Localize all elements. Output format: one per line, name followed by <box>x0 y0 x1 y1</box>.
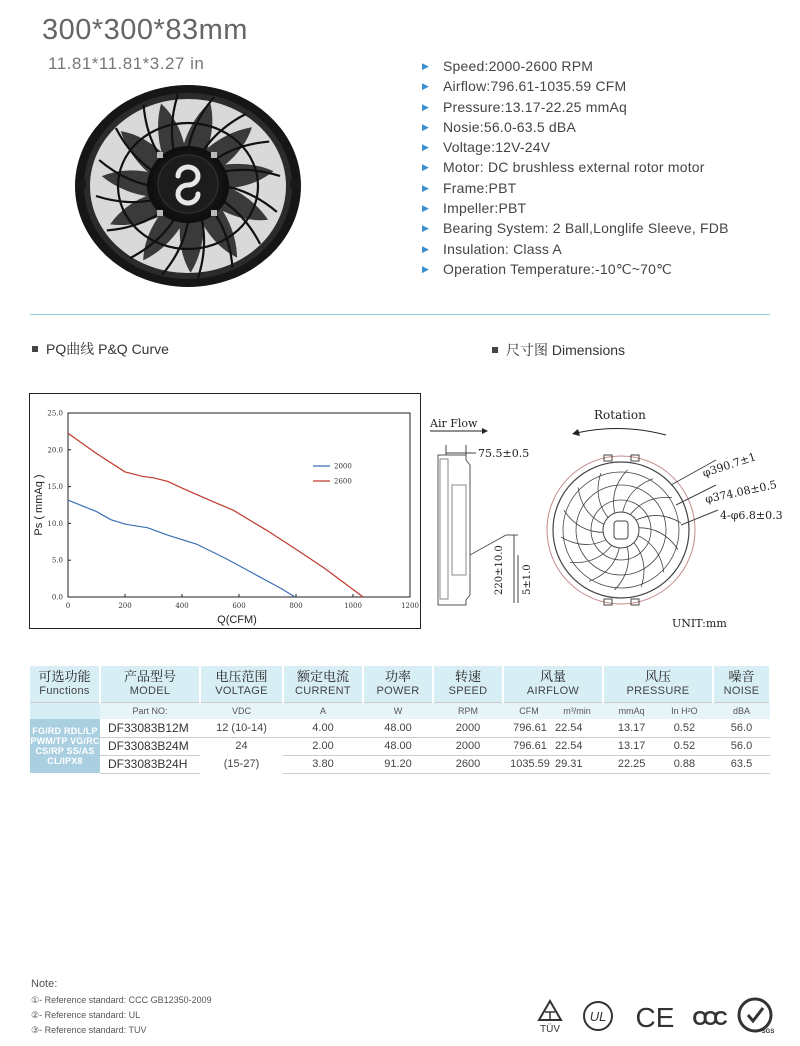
spec-list <box>420 56 790 279</box>
header-en: CURRENT <box>295 684 351 697</box>
spec-item <box>420 117 790 137</box>
y-tick-label: 15.0 <box>47 483 63 492</box>
section-divider <box>30 314 770 315</box>
dimension-drawing <box>426 395 800 635</box>
notes-title: Note: <box>31 978 58 990</box>
air-flow-label: Air Flow <box>430 417 478 430</box>
header-cn: 风量 <box>539 668 566 684</box>
table-row <box>30 737 770 755</box>
y-tick-label: 0.0 <box>51 593 63 602</box>
note-line-1: ①- Reference standard: CCC GB12350-2009 <box>31 995 212 1005</box>
current-cell: 4.00 <box>283 719 363 737</box>
outer-diameter-dim: φ390.7±1 <box>700 450 758 480</box>
unit-rpm: RPM <box>433 702 503 719</box>
fan-product-image <box>70 80 305 290</box>
bullet-icon: ▶ <box>422 243 430 254</box>
header-cn: 噪音 <box>728 668 755 684</box>
m3-value: 22.54 <box>555 721 583 734</box>
current-cell: 2.00 <box>283 737 363 755</box>
ccc-text: CCC <box>692 1008 724 1030</box>
spec-item <box>420 198 790 218</box>
x-tick-label: 800 <box>289 602 303 610</box>
ce-text: CE <box>635 1002 675 1033</box>
table-header-row <box>30 666 770 702</box>
spec-item <box>420 178 790 198</box>
header-en: POWER <box>376 684 420 697</box>
header-en: MODEL <box>129 684 171 697</box>
units-functions-cell <box>30 702 100 719</box>
spec-item <box>420 97 790 117</box>
mmaq-value: 13.17 <box>617 740 646 752</box>
mount-holes-dim: 4-φ6.8±0.3 <box>720 509 783 522</box>
ul-certification-icon <box>582 998 616 1036</box>
sgs-text: SGS <box>761 1029 775 1035</box>
pq-curve-heading <box>32 339 169 359</box>
y-tick-label: 5.0 <box>51 556 63 565</box>
header-cell <box>363 666 433 702</box>
plot-area <box>68 413 410 597</box>
pq-curve-title: PQ曲线 P&Q Curve <box>46 341 169 357</box>
power-cell: 48.00 <box>363 719 433 737</box>
wire-length-dim: 220±10.0 <box>494 545 505 595</box>
voltage-cell: 24 <box>235 740 248 753</box>
sgs-certification-icon <box>736 996 776 1036</box>
mount-diameter-dim: φ374.08±0.5 <box>703 478 778 506</box>
spec-item <box>420 137 790 157</box>
voltage-cell: (15-27) <box>223 758 260 770</box>
legend-label: 2600 <box>334 477 352 486</box>
current-cell: 3.80 <box>283 755 363 773</box>
spec-table <box>30 666 771 774</box>
product-size-in: 11.81*11.81*3.27 in <box>48 54 205 73</box>
rotation-label: Rotation <box>594 408 646 422</box>
bullet-icon: ▶ <box>422 121 430 132</box>
header-cell <box>283 666 363 702</box>
airflow-cell <box>503 755 603 773</box>
table-row <box>30 719 770 737</box>
pressure-cell <box>603 719 713 737</box>
ce-certification-icon <box>635 998 675 1036</box>
unit-w: W <box>363 702 433 719</box>
y-tick-label: 25.0 <box>47 409 63 418</box>
voltage-cell: 12 (10-14) <box>200 719 283 737</box>
airflow-cell <box>503 719 603 737</box>
note-line-3: ③- Reference standard: TUV <box>31 1025 147 1035</box>
header-en: SPEED <box>448 684 488 697</box>
header-cell <box>503 666 603 702</box>
header-cn: 额定电流 <box>296 668 349 684</box>
pq-chart-frame <box>29 393 421 629</box>
x-tick-label: 1200 <box>401 602 419 610</box>
ul-text: UL <box>589 1009 607 1024</box>
spec-item <box>420 157 790 177</box>
functions-cell: FG/RD RDL/LP PWM/TP VG/RC CS/RP SS/AS CL/IPX8 <box>30 719 100 773</box>
noise-cell: 63.5 <box>713 755 770 773</box>
inh2o-value: 0.52 <box>673 740 696 752</box>
header-cell <box>603 666 713 702</box>
model-cell: DF33083B24M <box>100 737 200 755</box>
unit-dba: dBA <box>713 702 770 719</box>
spec-text: Speed:2000-2600 RPM <box>443 58 594 74</box>
header-cell <box>713 666 770 702</box>
mmaq-value: 22.25 <box>617 758 646 770</box>
header-en: NOISE <box>723 684 760 697</box>
power-cell: 48.00 <box>363 737 433 755</box>
header-en: AIRFLOW <box>526 684 580 697</box>
series-line-2000 <box>68 500 295 597</box>
spec-text: Voltage:12V-24V <box>443 139 551 156</box>
unit-label: UNIT:mm <box>672 617 727 630</box>
x-tick-label: 200 <box>118 602 132 610</box>
unit-inh2o: In H²O <box>671 705 698 716</box>
bullet-icon: ▶ <box>422 223 430 234</box>
pq-chart <box>30 394 420 628</box>
spec-text: Pressure:13.17-22.25 mmAq <box>443 98 627 115</box>
unit-mmaq: mmAq <box>618 705 645 716</box>
m3-value: 29.31 <box>555 758 583 770</box>
x-tick-label: 0 <box>65 602 71 610</box>
header-cn: 转速 <box>454 668 481 684</box>
spec-item <box>420 259 790 279</box>
unit-vdc: VDC <box>200 702 283 719</box>
spec-text: Operation Temperature:-10℃~70℃ <box>443 260 673 277</box>
header-cn: 风压 <box>644 668 671 684</box>
unit-part-no: Part NO: <box>100 702 200 719</box>
notes <box>31 978 212 1038</box>
noise-cell: 56.0 <box>713 737 770 755</box>
y-tick-label: 20.0 <box>47 446 63 455</box>
y-tick-label: 10.0 <box>47 519 63 528</box>
product-size-mm: 300*300*83mm <box>42 14 248 46</box>
speed-cell: 2600 <box>433 755 503 773</box>
note-line-2: ②- Reference standard: UL <box>31 1010 141 1020</box>
legend-label: 2000 <box>334 462 352 471</box>
bullet-icon: ▶ <box>422 142 430 153</box>
header-cn: 可选功能 <box>38 668 91 684</box>
unit-airflow <box>503 702 603 719</box>
header-cell <box>433 666 503 702</box>
y-axis-label: Ps ( mmAq ) <box>33 474 45 536</box>
depth-dim: 75.5±0.5 <box>478 447 530 460</box>
header-en: VOLTAGE <box>215 684 268 697</box>
x-tick-label: 400 <box>175 602 189 610</box>
bullet-icon: ▶ <box>422 263 430 274</box>
inh2o-value: 0.52 <box>673 721 696 734</box>
spec-text: Nosie:56.0-63.5 dBA <box>443 118 576 135</box>
spec-item <box>420 218 790 238</box>
ccc-certification-icon <box>688 998 728 1036</box>
header-cn: 电压范围 <box>215 668 268 684</box>
spec-item <box>420 76 790 96</box>
tuv-text: TÜV <box>540 1024 560 1035</box>
unit-cfm: CFM <box>519 705 539 716</box>
table-row <box>30 755 770 773</box>
header-cell <box>30 666 100 702</box>
tuv-certification-icon <box>533 998 567 1036</box>
bullet-icon: ▶ <box>422 182 430 193</box>
airflow-cell <box>503 737 603 755</box>
dimensions-heading <box>492 340 625 360</box>
noise-cell: 56.0 <box>713 719 770 737</box>
header-cell <box>200 666 283 702</box>
header-en: Functions <box>39 684 90 697</box>
x-tick-label: 600 <box>232 602 246 610</box>
pressure-cell <box>603 755 713 773</box>
power-cell: 91.20 <box>363 755 433 773</box>
unit-pressure <box>603 702 713 719</box>
header-cn: 功率 <box>384 668 411 684</box>
model-cell: DF33083B12M <box>100 719 200 737</box>
header-cell <box>100 666 200 702</box>
mmaq-value: 13.17 <box>617 721 646 734</box>
cfm-value: 1035.59 <box>510 758 550 770</box>
inh2o-value: 0.88 <box>673 758 696 770</box>
cfm-value: 796.61 <box>513 740 547 752</box>
header-en: PRESSURE <box>626 684 690 697</box>
header-cn: 产品型号 <box>123 668 176 684</box>
speed-cell: 2000 <box>433 719 503 737</box>
unit-m3: m³/min <box>563 705 591 716</box>
spec-text: Airflow:796.61-1035.59 CFM <box>443 78 627 95</box>
dimensions-title: 尺寸图 Dimensions <box>506 342 626 358</box>
spec-text: Insulation: Class A <box>443 240 562 257</box>
speed-cell: 2000 <box>433 737 503 755</box>
unit-a: A <box>283 702 363 719</box>
bullet-icon: ▶ <box>422 101 430 112</box>
m3-value: 22.54 <box>555 740 583 752</box>
bullet-icon: ▶ <box>422 162 430 173</box>
bullet-icon: ▶ <box>422 81 430 92</box>
cfm-value: 796.61 <box>513 721 547 734</box>
spec-text: Impeller:PBT <box>443 200 527 217</box>
strip-length-dim: 5±1.0 <box>522 564 533 595</box>
series-line-2600 <box>68 433 363 597</box>
x-axis-label: Q(CFM) <box>217 614 257 626</box>
spec-item <box>420 56 790 76</box>
spec-text: Frame:PBT <box>443 179 517 196</box>
bullet-icon: ▶ <box>422 61 430 71</box>
spec-text: Bearing System: 2 Ball,Longlife Sleeve, FDB <box>443 220 729 237</box>
model-cell: DF33083B24H <box>100 755 200 773</box>
x-tick-label: 1000 <box>344 602 362 610</box>
pressure-cell <box>603 737 713 755</box>
spec-item <box>420 239 790 259</box>
table-unit-row <box>30 702 770 719</box>
bullet-icon: ▶ <box>422 203 430 214</box>
spec-text: Motor: DC brushless external rotor motor <box>443 159 705 176</box>
